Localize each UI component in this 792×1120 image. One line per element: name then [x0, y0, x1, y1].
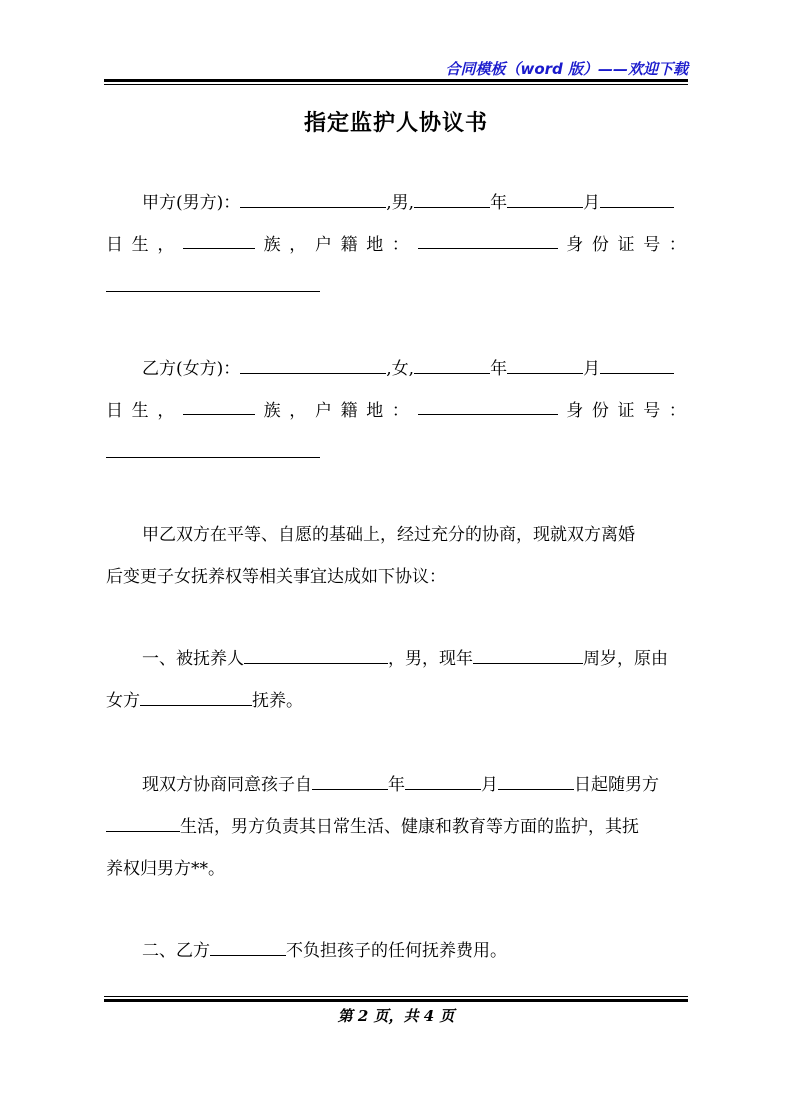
party-b-line3: [106, 432, 686, 474]
previous-custodian-blank[interactable]: [140, 685, 252, 706]
party-b-domicile-blank[interactable]: [418, 390, 558, 415]
char: 号: [643, 401, 661, 421]
party-b-year-blank[interactable]: [414, 353, 490, 374]
party-b-section: [106, 348, 686, 474]
char: 号: [643, 235, 661, 255]
char: 户: [314, 235, 332, 255]
clause-1-text-d: 女方: [106, 691, 140, 711]
clause-1-text-c: 周岁，原由: [583, 649, 668, 669]
char: 生: [131, 401, 149, 421]
custody-clause: [106, 764, 686, 890]
party-a-name-blank[interactable]: [240, 187, 386, 208]
char: 证: [617, 235, 635, 255]
header-banner: 合同模板（word 版）——欢迎下载: [445, 60, 688, 78]
char: 地: [366, 401, 384, 421]
party-b-month-label: 月: [583, 359, 601, 379]
party-a-line1: [106, 182, 686, 224]
custody-month-blank[interactable]: [405, 769, 481, 790]
custody-day-blank[interactable]: [498, 769, 574, 790]
party-b-month-blank[interactable]: [507, 353, 583, 374]
header-rule: [104, 79, 688, 85]
party-a-ethnicity-blank[interactable]: [183, 224, 255, 249]
party-a-gender: ,男,: [386, 193, 415, 213]
char: 籍: [340, 401, 358, 421]
clause-1-text-b: ，男，现年: [388, 649, 473, 669]
party-b-lead: 乙方(女方)：: [142, 359, 241, 379]
char: 日: [106, 235, 123, 255]
dependent-age-blank[interactable]: [473, 643, 583, 664]
char: 日: [106, 401, 123, 421]
char: 身: [566, 235, 584, 255]
custody-year-blank[interactable]: [312, 769, 388, 790]
party-b-ethnicity-blank[interactable]: [183, 390, 255, 415]
char: ：: [668, 401, 686, 421]
dependent-name-blank[interactable]: [244, 643, 388, 664]
char: 份: [591, 235, 609, 255]
custody-month-label: 月: [481, 775, 498, 795]
char: 地: [366, 235, 384, 255]
party-a-lead: 甲方(男方)：: [142, 193, 241, 213]
char: 籍: [340, 235, 358, 255]
party-a-year-label: 年: [490, 193, 508, 213]
document-title: 指定监护人协议书: [303, 110, 488, 136]
party-a-section: [106, 182, 686, 308]
party-a-year-blank[interactable]: [414, 187, 490, 208]
clause-2-blank[interactable]: [210, 935, 286, 956]
custody-line1: [106, 764, 686, 806]
custody-year-label: 年: [388, 775, 405, 795]
char: ：: [668, 235, 686, 255]
char: ：: [391, 401, 409, 421]
char: 族: [263, 401, 281, 421]
party-a-line2: [106, 224, 686, 266]
clause-1: [106, 638, 686, 722]
clause-2-line1: [106, 930, 686, 972]
party-a-month-label: 月: [583, 193, 601, 213]
char: 份: [591, 401, 609, 421]
clause-2-text-a: 二、乙方: [142, 941, 210, 961]
char: 证: [617, 401, 635, 421]
party-a-line3: [106, 266, 686, 308]
custody-text-day: 日起随男方: [574, 775, 659, 795]
char: 户: [314, 401, 332, 421]
intro-line2: 后变更子女抚养权等相关事宜达成如下协议：: [106, 567, 446, 587]
char: ，: [157, 401, 175, 421]
custody-text-b: 生活，男方负责其日常生活、健康和教育等方面的监护，其抚: [180, 817, 639, 837]
party-b-year-label: 年: [490, 359, 508, 379]
clause-1-line1: [106, 638, 686, 680]
char: ，: [289, 235, 307, 255]
char: ：: [391, 235, 409, 255]
party-b-day-blank[interactable]: [600, 353, 674, 374]
party-b-line1: [106, 348, 686, 390]
party-a-id-blank[interactable]: [106, 271, 320, 292]
page-number: 第 2 页，共 4 页: [337, 1007, 455, 1025]
custody-line2: [106, 806, 686, 848]
party-b-line2: [106, 390, 686, 432]
clause-1-text-a: 一、被抚养人: [142, 649, 244, 669]
party-a-domicile-blank[interactable]: [418, 224, 558, 249]
char: ，: [289, 401, 307, 421]
char: ，: [157, 235, 175, 255]
party-b-gender: ,女,: [386, 359, 415, 379]
party-b-name-blank[interactable]: [240, 353, 386, 374]
party-b-id-blank[interactable]: [106, 437, 320, 458]
char: 生: [131, 235, 149, 255]
char: 族: [263, 235, 281, 255]
party-a-month-blank[interactable]: [507, 187, 583, 208]
custody-place-blank[interactable]: [106, 811, 180, 832]
custody-line3: 养权归男方**。: [106, 859, 225, 879]
char: 身: [566, 401, 584, 421]
party-a-day-blank[interactable]: [600, 187, 674, 208]
custody-text-a: 现双方协商同意孩子自: [142, 775, 312, 795]
clause-1-line2: [106, 680, 686, 722]
intro-line1: 甲乙双方在平等、自愿的基础上，经过充分的协商，现就双方离婚: [142, 525, 635, 545]
intro-paragraph: [106, 514, 686, 598]
clause-1-text-e: 抚养。: [252, 691, 303, 711]
clause-2: [106, 930, 686, 972]
clause-2-text-b: 不负担孩子的任何抚养费用。: [286, 941, 507, 961]
footer-rule: [104, 996, 688, 1002]
